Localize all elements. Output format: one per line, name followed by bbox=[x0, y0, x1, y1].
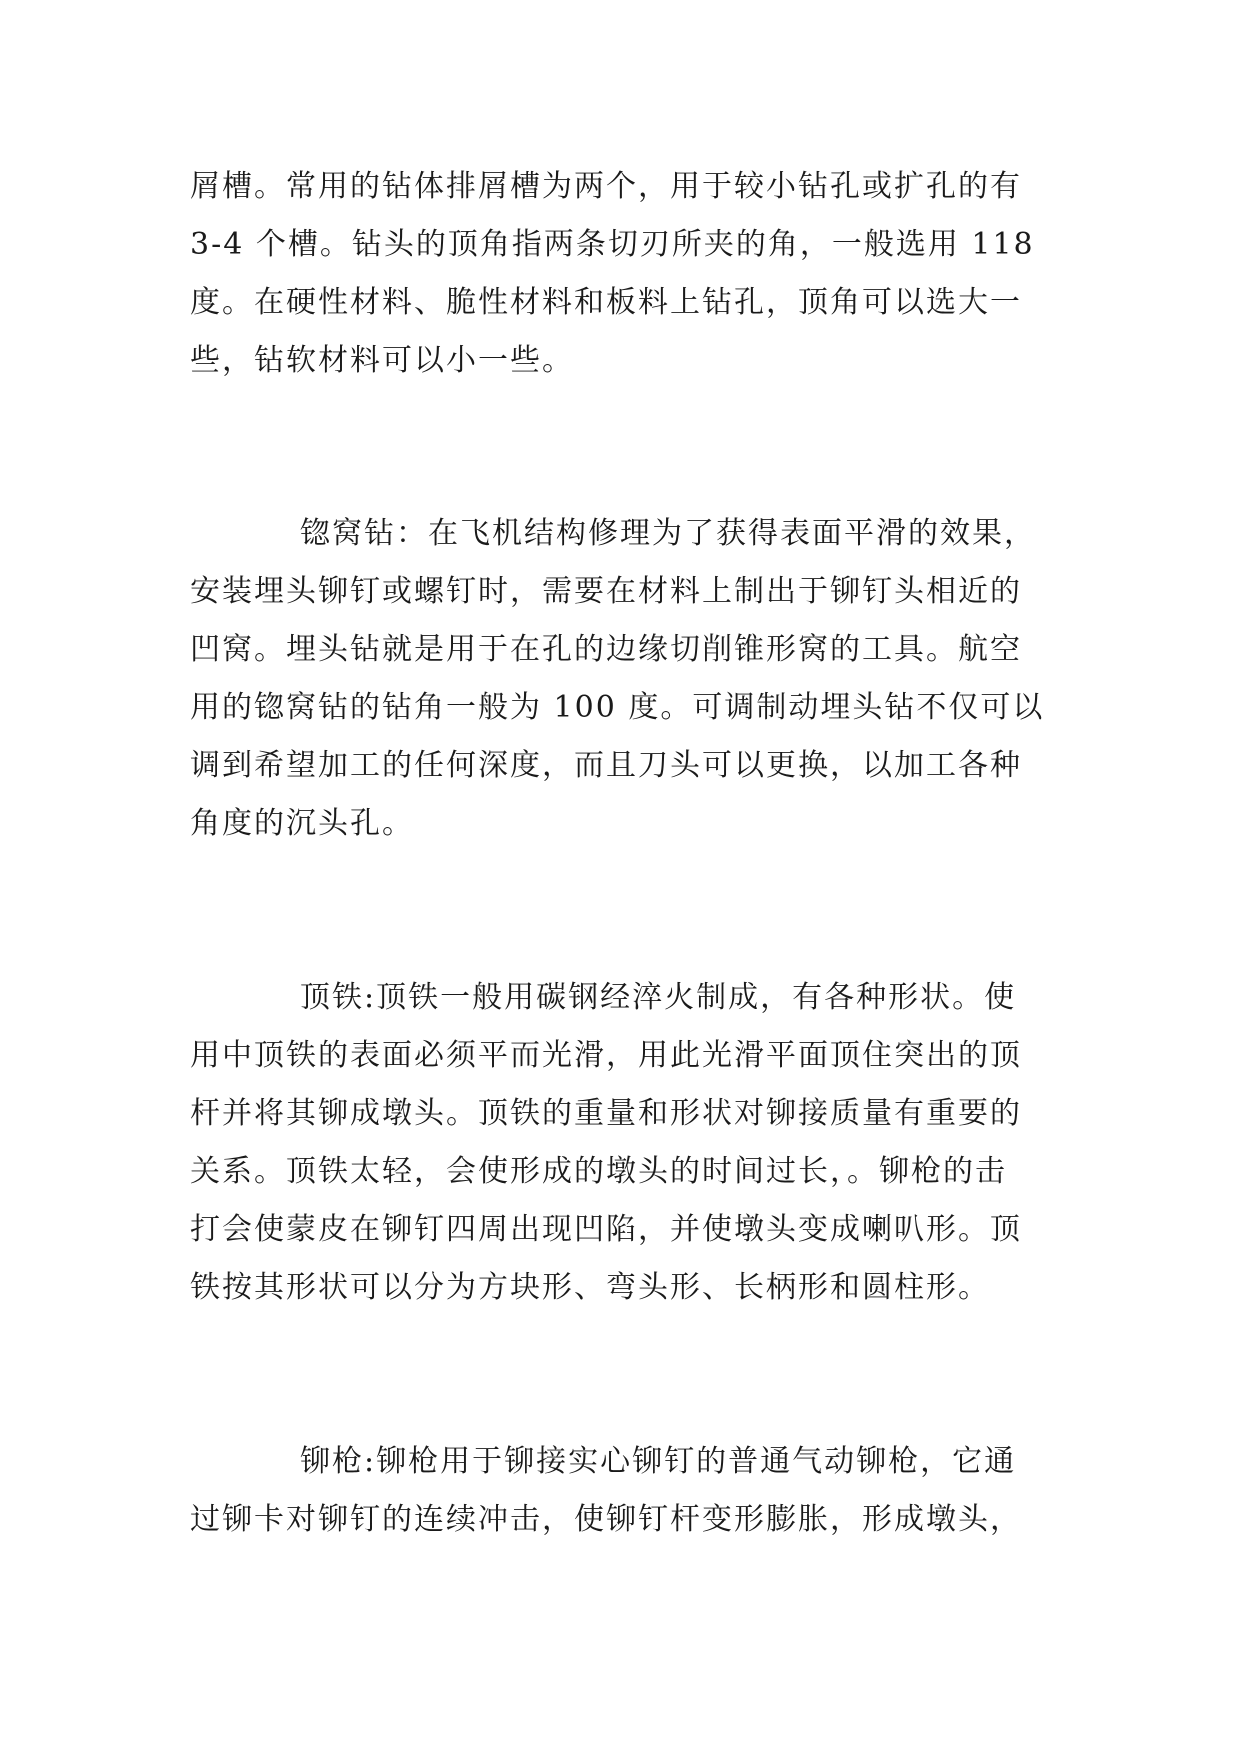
text-line: 打会使蒙皮在铆钉四周出现凹陷，并使墩头变成喇叭形。顶 bbox=[190, 1212, 1022, 1247]
text-line: 凹窝。埋头钻就是用于在孔的边缘切削锥形窝的工具。航空 bbox=[190, 632, 1022, 667]
text-line: 屑槽。常用的钻体排屑槽为两个，用于较小钻孔或扩孔的有 bbox=[190, 169, 1022, 204]
paragraph-rivet-gun bbox=[190, 1433, 1070, 1549]
paragraph-drill-flutes bbox=[190, 158, 1070, 390]
text-line: 铆枪:铆枪用于铆接实心铆钉的普通气动铆枪，它通 bbox=[300, 1444, 1017, 1479]
text-line: 顶铁:顶铁一般用碳钢经淬火制成，有各种形状。使 bbox=[300, 980, 1017, 1015]
paragraph-countersink-drill bbox=[190, 505, 1070, 853]
paragraph-bucking-bar bbox=[190, 969, 1070, 1317]
text-line: 关系。顶铁太轻，会使形成的墩头的时间过长，。铆枪的击 bbox=[190, 1154, 1007, 1189]
text-line: 些，钻软材料可以小一些。 bbox=[190, 343, 574, 378]
text-line: 铁按其形状可以分为方块形、弯头形、长柄形和圆柱形。 bbox=[190, 1270, 990, 1305]
text-line: 用中顶铁的表面必须平而光滑，用此光滑平面顶住突出的顶 bbox=[190, 1038, 1022, 1073]
text-line: 角度的沉头孔。 bbox=[190, 806, 414, 841]
text-line: 杆并将其铆成墩头。顶铁的重量和形状对铆接质量有重要的 bbox=[190, 1096, 1022, 1131]
text-line: 调到希望加工的任何深度，而且刀头可以更换，以加工各种 bbox=[190, 748, 1022, 783]
text-line: 3-4 个槽。钻头的顶角指两条切刃所夹的角，一般选用 118 bbox=[190, 227, 1035, 262]
text-line: 安装埋头铆钉或螺钉时，需要在材料上制出于铆钉头相近的 bbox=[190, 574, 1022, 609]
text-line: 锪窝钻：在飞机结构修理为了获得表面平滑的效果， bbox=[300, 516, 1036, 551]
text-line: 过铆卡对铆钉的连续冲击，使铆钉杆变形膨胀，形成墩头， bbox=[190, 1502, 1022, 1537]
text-line: 用的锪窝钻的钻角一般为 100 度。可调制动埋头钻不仅可以 bbox=[190, 690, 1045, 725]
text-line: 度。在硬性材料、脆性材料和板料上钻孔，顶角可以选大一 bbox=[190, 285, 1022, 320]
